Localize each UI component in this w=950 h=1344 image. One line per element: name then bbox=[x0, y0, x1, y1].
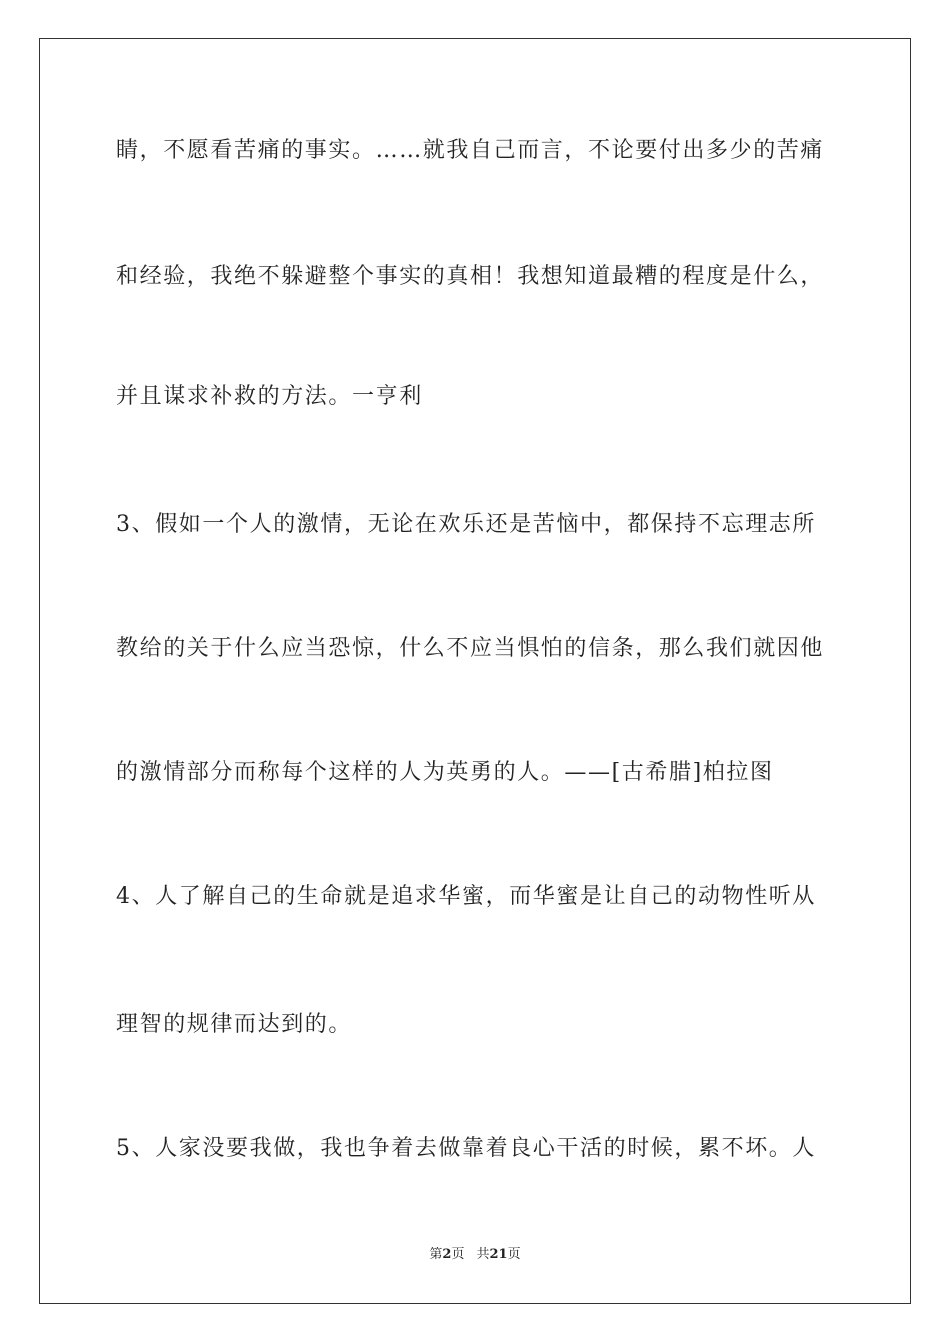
body-text-line-3: 并且谋求补救的方法。一亨利 bbox=[116, 384, 423, 409]
page-border bbox=[39, 38, 911, 1304]
body-text-line-7: 4、人了解自己的生命就是追求华蜜，而华蜜是让自己的动物性听从 bbox=[116, 884, 816, 909]
body-text-line-2: 和经验，我绝不躲避整个事实的真相！我想知道最糟的程度是什么， bbox=[116, 264, 825, 289]
page-footer bbox=[0, 1246, 950, 1264]
total-suffix: 页 bbox=[507, 1247, 521, 1262]
total-prefix: 共 bbox=[476, 1247, 490, 1262]
body-text-line-6: 的激情部分而称每个这样的人为英勇的人。——[古希腊]柏拉图 bbox=[116, 760, 774, 785]
body-text-line-8: 理智的规律而达到的。 bbox=[116, 1012, 353, 1037]
body-text-line-9: 5、人家没要我做，我也争着去做靠着良心干活的时候，累不坏。人 bbox=[116, 1136, 816, 1161]
body-text-line-4: 3、假如一个人的激情，无论在欢乐还是苦恼中，都保持不忘理志所 bbox=[116, 512, 816, 537]
page-number: 2 bbox=[442, 1247, 452, 1262]
body-text-line-5: 教给的关于什么应当恐惊，什么不应当惧怕的信条，那么我们就因他 bbox=[116, 636, 825, 661]
page-suffix: 页 bbox=[451, 1247, 465, 1262]
total-pages: 21 bbox=[489, 1247, 508, 1262]
body-text-line-1: 睛，不愿看苦痛的事实。……就我自己而言，不论要付出多少的苦痛 bbox=[116, 138, 825, 163]
page-prefix: 第 bbox=[429, 1247, 443, 1262]
